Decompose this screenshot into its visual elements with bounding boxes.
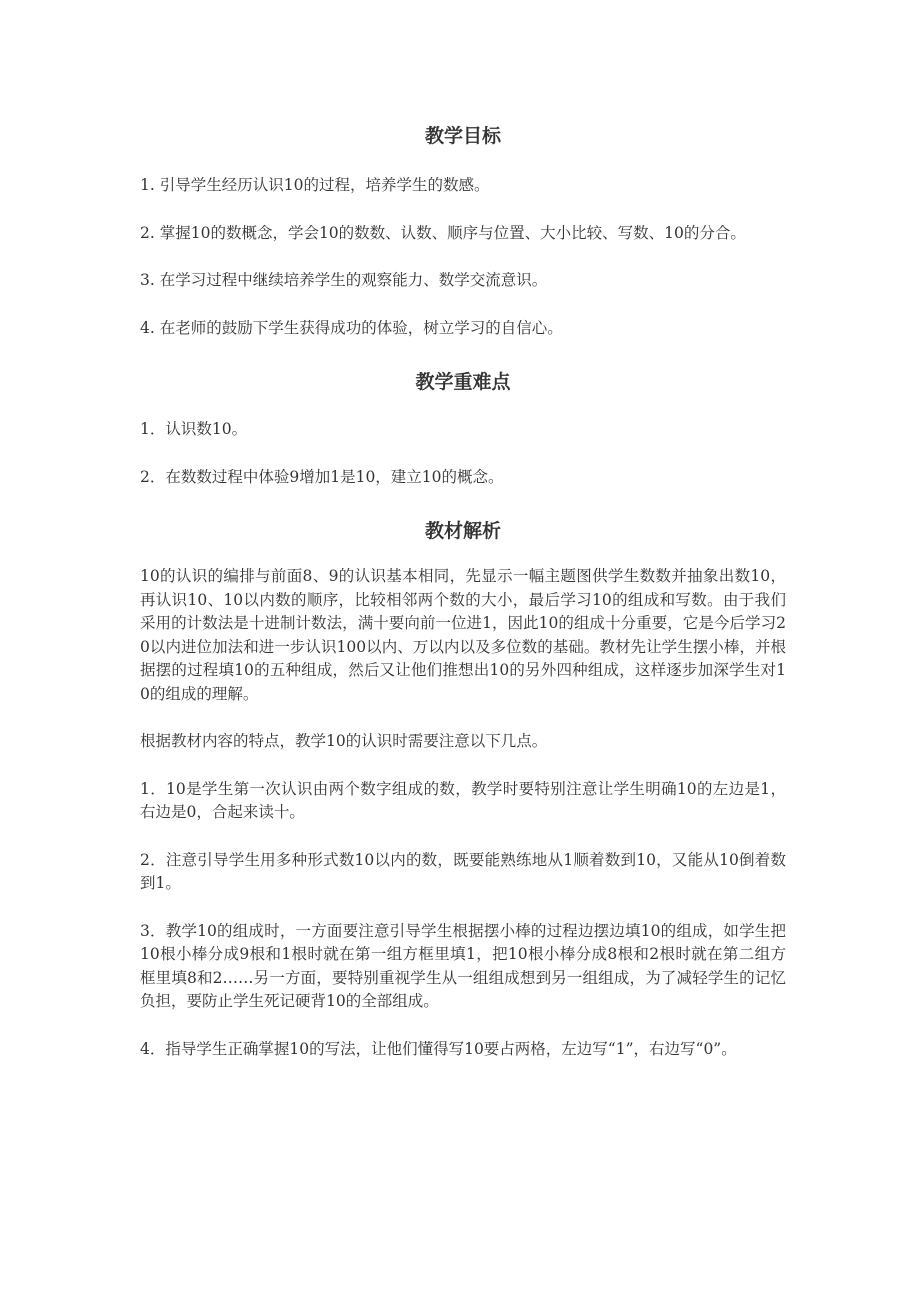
section-title: 教材解析 xyxy=(424,520,501,542)
paragraph: 4．指导学生正确掌握10的写法，让他们懂得写10要占两格，左边写“1”，右边写“0”。 xyxy=(140,1039,737,1058)
section-title: 教学目标 xyxy=(424,125,501,147)
section-teaching-goals xyxy=(140,118,786,340)
document-page xyxy=(140,118,786,1085)
paragraph: 根据教材内容的特点，教学10的认识时需要注意以下几点。 xyxy=(140,732,548,750)
paragraph: 2．注意引导学生用多种形式数10以内的数，既要能熟练地从1顺着数到10，又能从10倒着数到1。 xyxy=(140,850,786,892)
paragraph: 1．认识数10。 xyxy=(140,420,248,438)
paragraph: 3．教学10的组成时，一方面要注意引导学生根据摆小棒的过程边摆边填10的组成，如学生把10根小棒分成9根和1根时就在第一组方框里填1，把10根小棒分成8根和2根时就在第二组方框里填8和2……另一方面，要特别重视学生从一组组成想到另一组组成，为了减轻学生的记忆负担，要防止学生死记硬背10的全部组成。 xyxy=(140,921,786,1010)
paragraph: 10的认识的编排与前面8、9的认识基本相同，先显示一幅主题图供学生数数并抽象出数10，再认识10、10以内数的顺序，比较相邻两个数的大小，最后学习10的组成和写数。由于我们采用的计数法是十进制计数法，满十要向前一位进1，因此10的组成十分重要，它是今后学习20以内进位加法和进一步认识100以内、万以内以及多位数的基础。教材先让学生摆小棒，并根据摆的过程填10的五种组成，然后又让他们推想出10的另外四种组成，这样逐步加深学生对10的组成的理解。 xyxy=(140,567,786,703)
paragraph: 4. 在老师的鼓励下学生获得成功的体验，树立学习的自信心。 xyxy=(140,318,563,337)
paragraph: 2. 掌握10的数概念，学会10的数数、认数、顺序与位置、大小比较、写数、10的分合。 xyxy=(140,223,746,242)
paragraph: 2．在数数过程中体验9增加1是10，建立10的概念。 xyxy=(140,467,504,486)
section-textbook-analysis xyxy=(140,513,786,1061)
paragraph: 1. 引导学生经历认识10的过程，培养学生的数感。 xyxy=(140,176,490,194)
paragraph: 1．10是学生第一次认识由两个数字组成的数，教学时要特别注意让学生明确10的左边是1，右边是0，合起来读十。 xyxy=(140,779,786,821)
paragraph: 3. 在学习过程中继续培养学生的观察能力、数学交流意识。 xyxy=(140,271,548,289)
section-key-difficulties xyxy=(140,364,786,489)
section-title: 教学重难点 xyxy=(415,371,511,393)
